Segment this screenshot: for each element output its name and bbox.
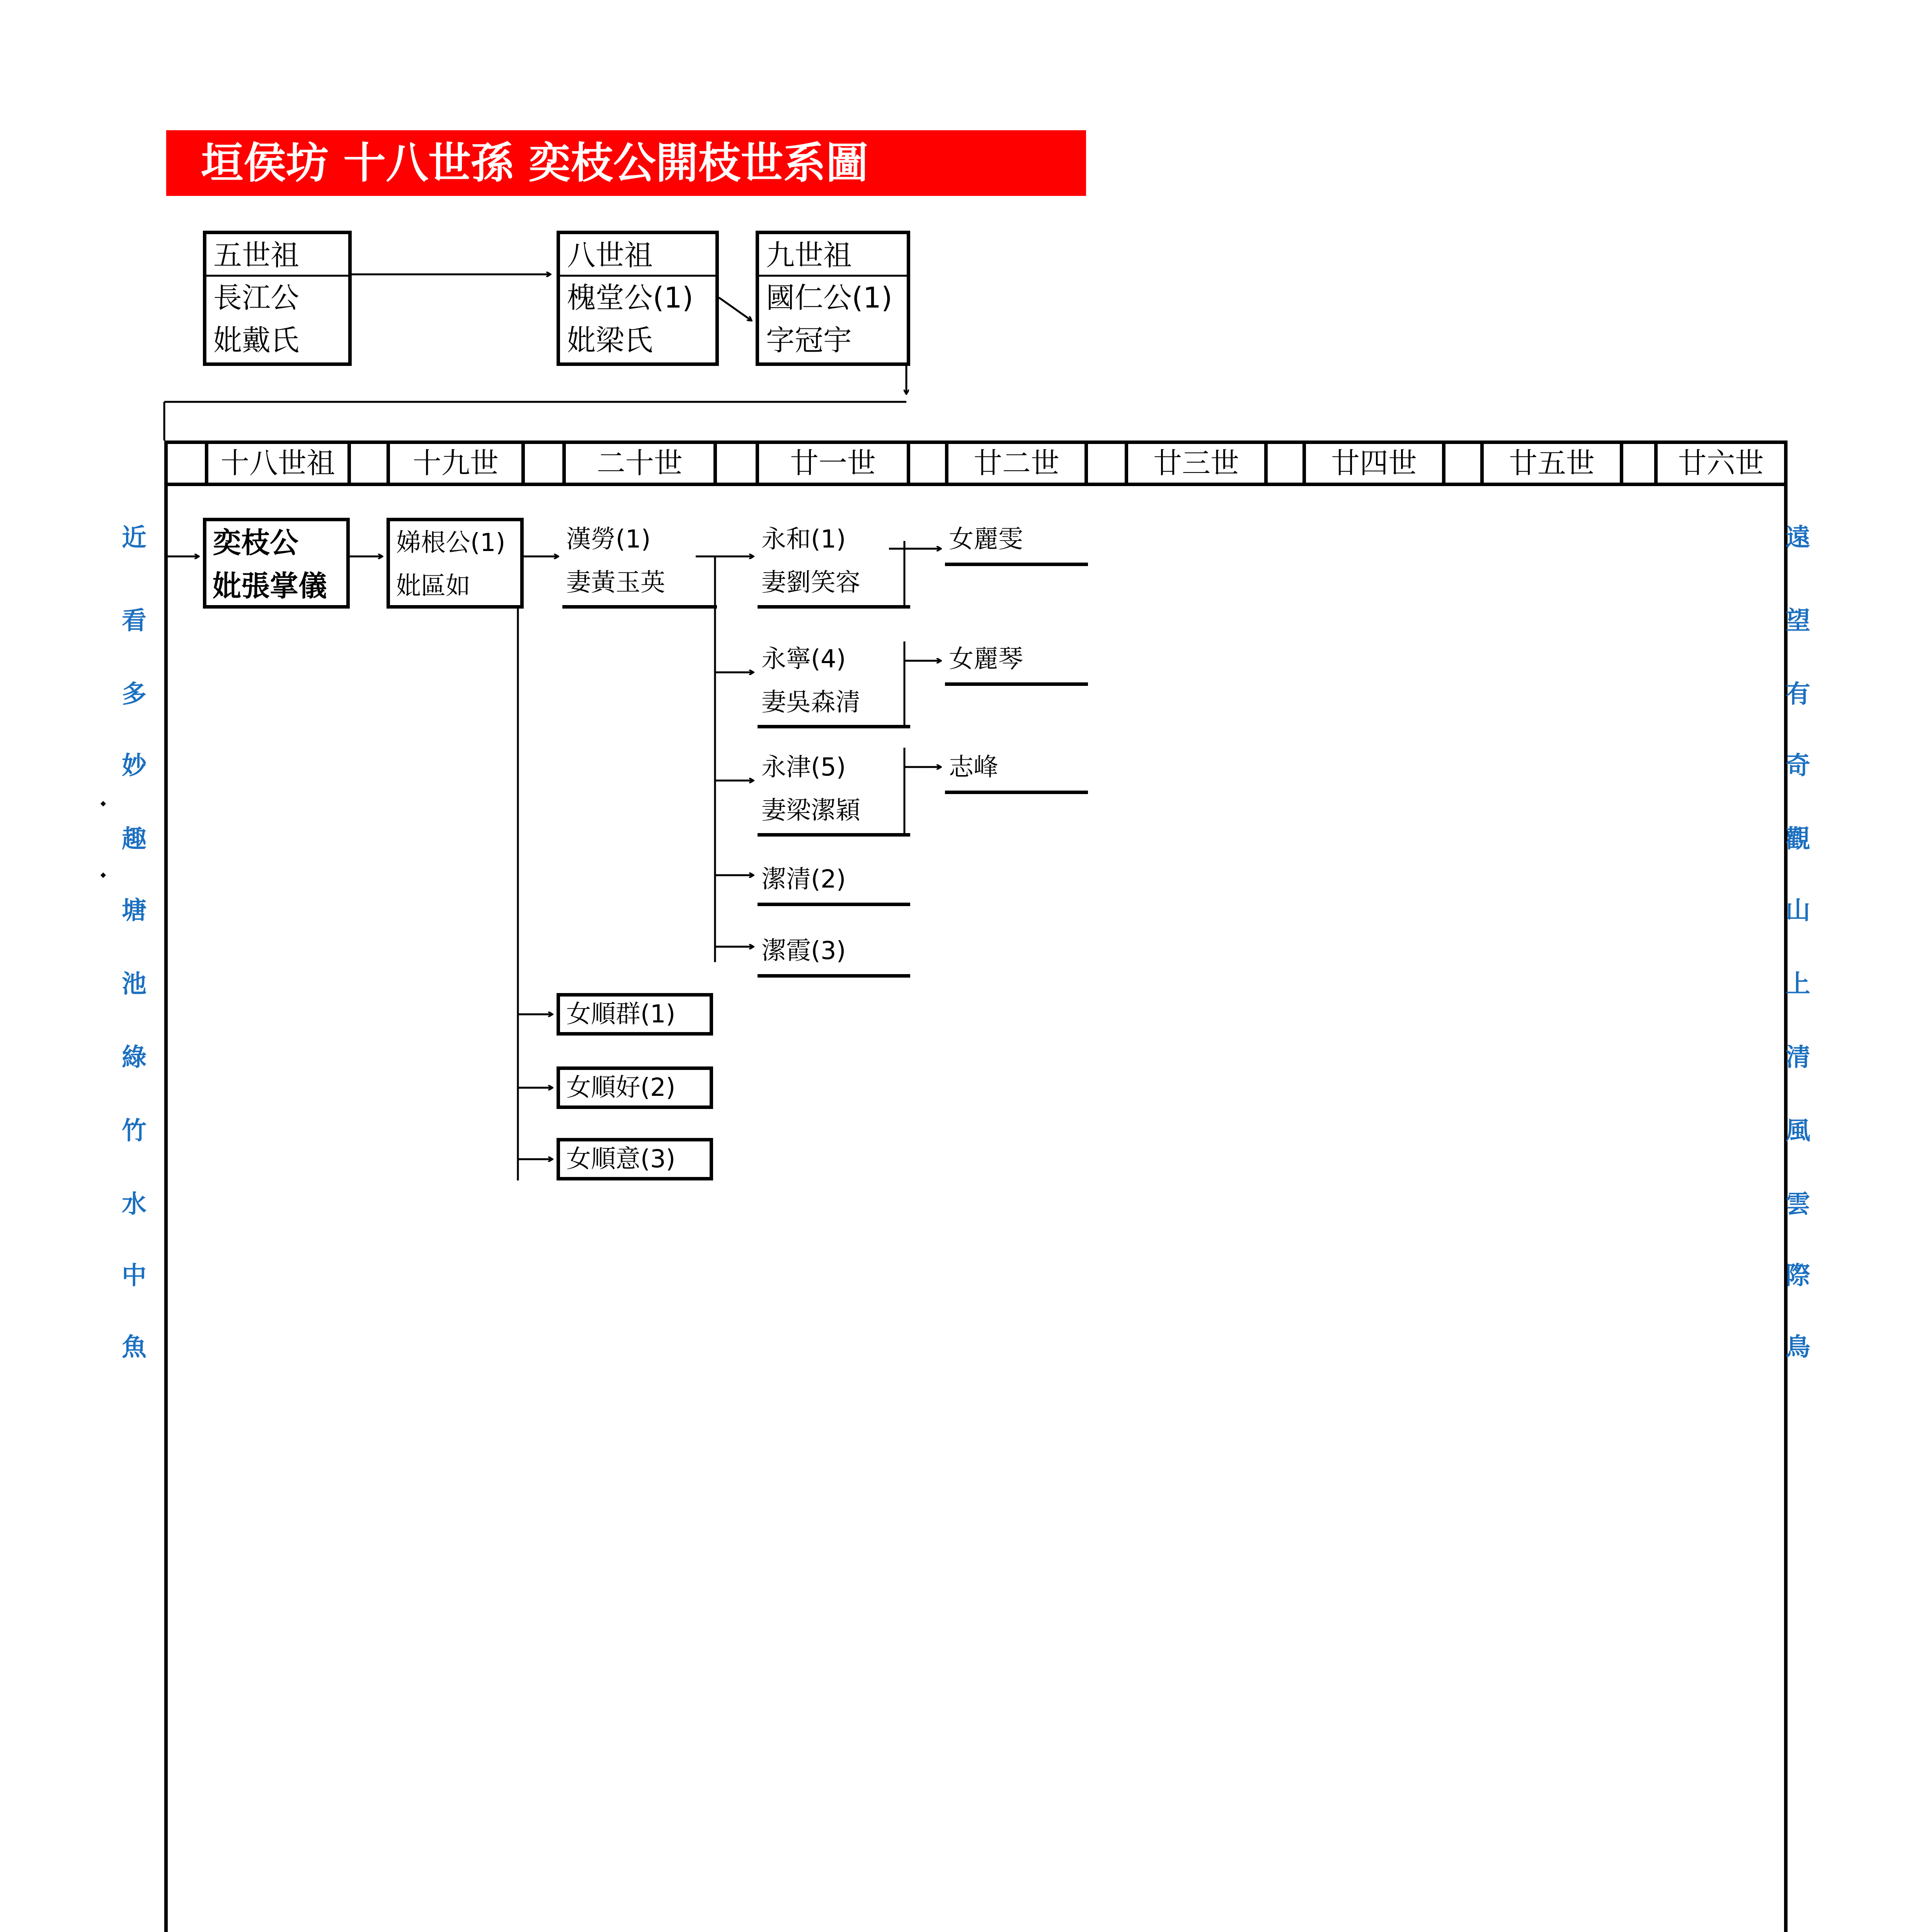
- ancestor-gen8-title: 八世祖: [560, 234, 715, 277]
- couplet-left-char-11: 中: [122, 1262, 146, 1290]
- person-gen20-spouse: 妻黃玉英: [566, 568, 665, 597]
- couplet-left-char-10: 水: [122, 1190, 146, 1219]
- couplet-right-char-3: 有: [1786, 680, 1810, 709]
- couplet-left-char-12: 魚: [122, 1333, 146, 1362]
- person-gen19-spouse: 妣區如: [396, 572, 470, 600]
- person-daughter-shunyi-name: 女順意(3): [566, 1145, 676, 1173]
- ancestor-gen9-name: 國仁公(1): [766, 281, 892, 315]
- person-gen21-yonghe-name: 永和(1): [761, 525, 846, 554]
- couplet-left-char-9: 竹: [122, 1117, 146, 1145]
- couplet-right-char-7: 上: [1786, 970, 1810, 998]
- person-gen21-yongning-spouse: 妻吳森清: [761, 688, 860, 717]
- couplet-left-char-7: 池: [122, 970, 146, 998]
- couplet-right-char-11: 際: [1786, 1262, 1810, 1290]
- person-gen18-spouse: 妣張掌儀: [213, 570, 327, 603]
- header-gen21: 廿一世: [756, 440, 910, 486]
- couplet-right-char-4: 奇: [1786, 752, 1810, 780]
- couplet-left-char-2: 看: [122, 607, 146, 635]
- person-gen21-yongjin-spouse: 妻梁潔穎: [761, 796, 860, 825]
- ancestor-gen9-spouse: 字冠宇: [766, 324, 852, 357]
- couplet-right-char-12: 鳥: [1786, 1333, 1810, 1362]
- couplet-right-char-8: 清: [1786, 1043, 1810, 1072]
- header-gen20: 二十世: [562, 440, 717, 486]
- person-gen21-yongning-name: 永寧(4): [761, 645, 846, 673]
- couplet-right-char-1: 遠: [1786, 524, 1810, 552]
- couplet-left-char-1: 近: [122, 524, 146, 552]
- couplet-right-char-9: 風: [1786, 1117, 1810, 1145]
- page-title: 垣侯坊 十八世孫 奕枝公開枝世系圖: [201, 138, 868, 188]
- couplet-left-char-6: 塘: [122, 896, 146, 925]
- person-gen18-name: 奕枝公: [213, 526, 298, 560]
- header-gen24: 廿四世: [1302, 440, 1445, 486]
- header-gen18: 十八世祖: [205, 440, 351, 486]
- person-daughter-shunhao-name: 女順好(2): [566, 1073, 676, 1102]
- person-gen21-jieqing-name: 潔清(2): [761, 865, 846, 894]
- couplet-left-char-4: 妙: [122, 752, 146, 780]
- header-gen25: 廿五世: [1480, 440, 1623, 486]
- ancestor-gen5-name: 長江公: [213, 281, 299, 315]
- ancestor-gen8-name: 槐堂公(1): [567, 281, 693, 315]
- person-gen20-name: 漢勞(1): [566, 525, 651, 554]
- ancestor-gen5-spouse: 妣戴氏: [213, 324, 299, 357]
- person-daughter-shunqun-name: 女順群(1): [566, 1000, 676, 1029]
- ancestor-gen9-title: 九世祖: [759, 234, 907, 277]
- person-gen21-yonghe-spouse: 妻劉笑容: [761, 568, 860, 597]
- couplet-right-char-6: 山: [1786, 896, 1810, 925]
- person-gen21-jiexia-name: 潔霞(3): [761, 937, 846, 965]
- person-gen21-yongjin-name: 永津(5): [761, 753, 846, 782]
- person-gen22-zhifeng-name: 志峰: [949, 753, 998, 782]
- couplet-left-char-3: 多: [122, 680, 146, 709]
- couplet-right-char-2: 望: [1786, 607, 1810, 635]
- header-gen19: 十九世: [386, 440, 525, 486]
- couplet-right-char-10: 雲: [1786, 1190, 1810, 1219]
- couplet-left-char-5: 趣: [122, 825, 146, 854]
- person-gen22-liqin-name: 女麗琴: [949, 645, 1023, 673]
- couplet-right-char-5: 觀: [1786, 825, 1810, 854]
- ancestor-gen5-title: 五世祖: [206, 234, 348, 277]
- person-gen19-name: 娣根公(1): [396, 529, 506, 557]
- header-gen23: 廿三世: [1125, 440, 1268, 486]
- header-gen22: 廿二世: [945, 440, 1088, 486]
- couplet-left-char-8: 綠: [122, 1043, 146, 1072]
- header-gen26: 廿六世: [1654, 440, 1788, 486]
- ancestor-gen8-spouse: 妣梁氏: [567, 324, 653, 357]
- person-gen22-liwen-name: 女麗雯: [949, 525, 1023, 554]
